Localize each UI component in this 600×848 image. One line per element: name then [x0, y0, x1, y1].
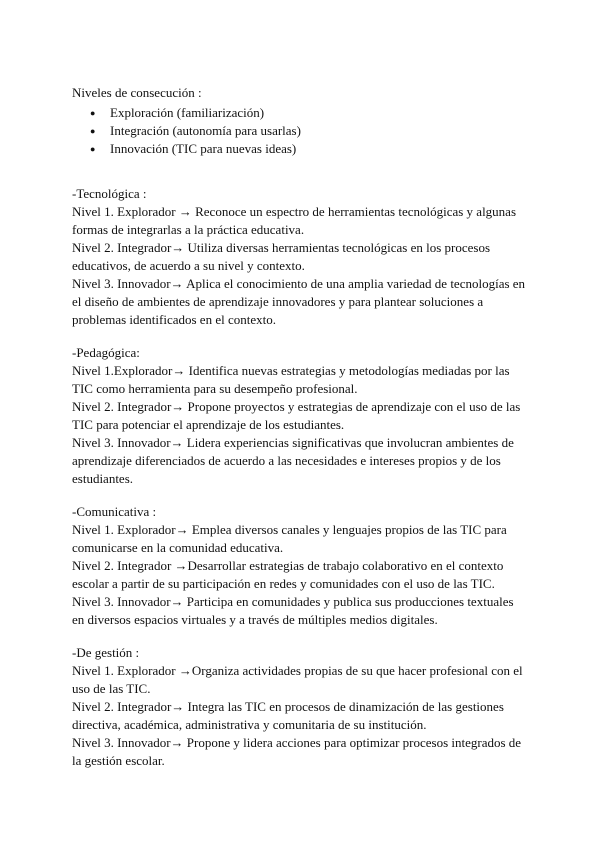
section-tecnologica [72, 185, 528, 329]
section-pedagogica [72, 344, 528, 488]
list-item: ● Integración (autonomía para usarlas) [110, 122, 528, 140]
levels-list [72, 104, 528, 158]
section-title: -Tecnológica : [72, 186, 147, 201]
section-title: -De gestión : [72, 645, 140, 660]
section-title: -Comunicativa : [72, 504, 157, 519]
level-entry: Nivel 1. Explorador→ Emplea diversos canales y lenguajes propios de las TIC para comunicarse en la comunidad educativa. [72, 522, 507, 555]
list-item: ● Innovación (TIC para nuevas ideas) [110, 140, 528, 158]
level-entry: Nivel 3. Innovador→ Lidera experiencias significativas que involucran ambientes de aprendizaje diferenciados de acuerdo a las necesidades e intereses propios y de los estudiantes. [72, 435, 514, 486]
level-entry: Nivel 1. Explorador → Reconoce un espectro de herramientas tecnológicas y algunas formas de integrarlas a la práctica educativa. [72, 204, 517, 237]
section-comunicativa [72, 503, 528, 629]
section-gestion [72, 644, 528, 770]
level-entry: Nivel 3. Innovador→ Participa en comunidades y publica sus producciones textuales en diversos espacios virtuales y a través de múltiples medios digitales. [72, 594, 514, 627]
level-entry: Nivel 2. Integrador →Desarrollar estrategias de trabajo colaborativo en el contexto escolar a partir de su participación en redes y comunidades con el uso de las TIC. [72, 558, 504, 591]
section-title: -Pedagógica: [72, 345, 140, 360]
level-entry: Nivel 2. Integrador→ Integra las TIC en procesos de dinamización de las gestiones directiva, académica, administrativa y comunitaria de su institución. [72, 699, 504, 732]
level-entry: Nivel 2. Integrador→ Utiliza diversas herramientas tecnológicas en los procesos educativos, de acuerdo a su nivel y contexto. [72, 240, 491, 273]
level-entry: Nivel 1.Explorador→ Identifica nuevas estrategias y metodologías mediadas por las TIC como herramienta para su desempeño profesional. [72, 363, 510, 396]
list-item: ● Exploración (familiarización) [110, 104, 528, 122]
level-entry: Nivel 3. Innovador→ Propone y lidera acciones para optimizar procesos integrados de la gestión escolar. [72, 735, 522, 768]
level-entry: Nivel 2. Integrador→ Propone proyectos y estrategias de aprendizaje con el uso de las TIC para potenciar el aprendizaje de los estudiantes. [72, 399, 521, 432]
document-content [72, 84, 528, 770]
levels-heading: Niveles de consecución : [72, 85, 202, 100]
level-entry: Nivel 1. Explorador →Organiza actividades propias de su que hacer profesional con el uso de las TIC. [72, 663, 523, 696]
level-entry: Nivel 3. Innovador→ Aplica el conocimiento de una amplia variedad de tecnologías en el diseño de ambientes de aprendizaje innovadores y para plantear soluciones a problemas identificados en el contexto. [72, 276, 526, 327]
